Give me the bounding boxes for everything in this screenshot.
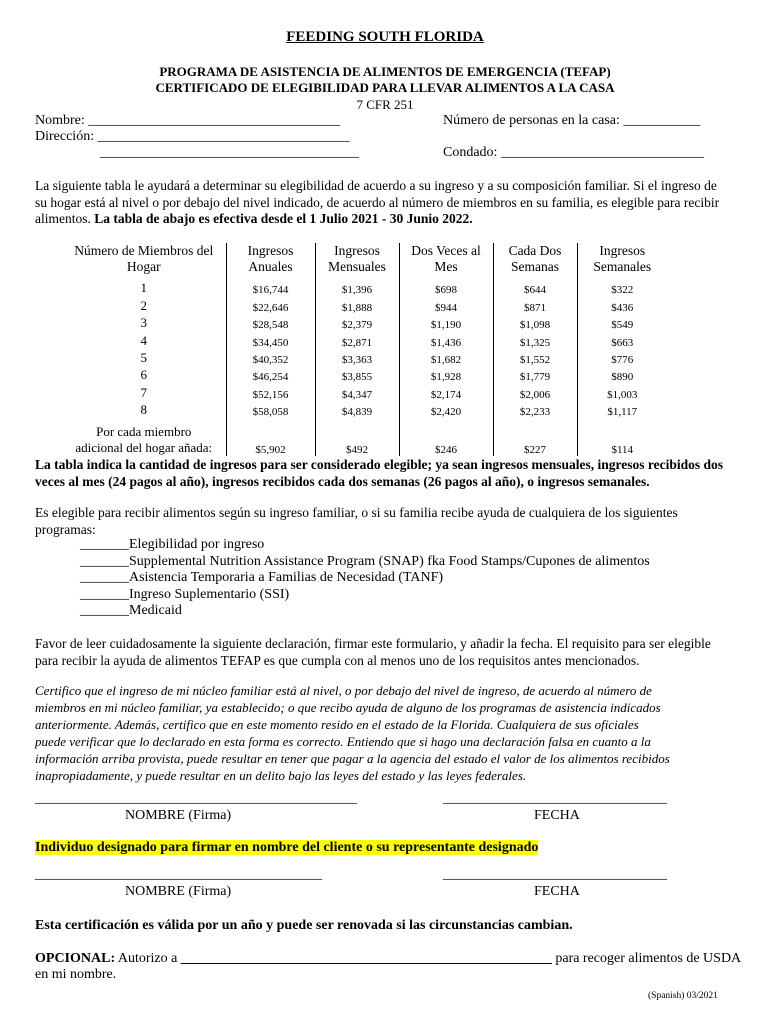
direccion-field[interactable]: Dirección: ____________________________________	[35, 129, 350, 144]
cell-biweekly: $1,552	[493, 349, 577, 366]
option-ssi[interactable]: _______Ingreso Suplementario (SSI)	[80, 586, 290, 602]
authorized-person-blank[interactable]: _____________________________________________________	[180, 951, 552, 966]
header-members: Número de Miembros del Hogar	[62, 243, 226, 279]
cell-monthly: $1,396	[315, 279, 399, 296]
option-income[interactable]: _______Elegibilidad por ingreso	[80, 537, 265, 552]
option-tanf[interactable]: _______Asistencia Temporaria a Familias de Necesidad (TANF)	[80, 570, 444, 585]
cell-monthly: $3,363	[315, 349, 399, 366]
cell-annual: $34,450	[226, 331, 315, 348]
cell-twice-monthly: $1,190	[399, 314, 493, 331]
cell-biweekly: $2,233	[493, 401, 577, 418]
certificate-title: CERTIFICADO DE ELEGIBILIDAD PARA LLEVAR ALIMENTOS A LA CASA	[155, 80, 615, 95]
header-monthly: Ingresos Mensuales	[315, 243, 399, 279]
cell-monthly: $3,855	[315, 366, 399, 383]
cell-biweekly: $1,098	[493, 314, 577, 331]
table-row	[62, 366, 667, 383]
cell-annual: $16,744	[226, 279, 315, 296]
optional-authorization	[35, 951, 741, 967]
table-row	[62, 349, 667, 366]
cell-twice-monthly: $1,928	[399, 366, 493, 383]
cell-biweekly: $871	[493, 296, 577, 313]
cell-additional-twice-monthly: $246	[399, 418, 493, 456]
cell-members: 2	[62, 296, 226, 313]
optional-text-3: en mi nombre.	[35, 967, 117, 982]
cell-monthly: $4,839	[315, 401, 399, 418]
table-row	[62, 401, 667, 418]
cell-weekly: $890	[611, 371, 634, 384]
income-table	[62, 243, 667, 456]
date-label-2: FECHA	[534, 884, 580, 899]
cell-twice-monthly: $1,682	[399, 349, 493, 366]
cell-twice-monthly: $2,174	[399, 383, 493, 400]
cell-weekly: $549	[611, 319, 634, 332]
optional-text-2: para recoger alimentos de USDA	[551, 951, 742, 966]
table-row-additional	[62, 418, 667, 456]
cell-members: 6	[62, 366, 226, 383]
declaration-text: Certifico que el ingreso de mi núcleo familiar está al nivel, o por debajo del nivel de ingreso, de acuerdo al número de miembros en mi núcleo familiar, ya establecido; o que recibo ayuda de alguno de los programas de asistencia indicados anteriormente. Además, certifico que en este momento resido en el estado de la Florida. Cualquiera de sus oficiales puede verificar que lo declarado en esta forma es correcto. Entiendo que si hago una declaración falsa en cuanto a la información arriba provista, puede resultar en tener que pagar a la agencia del estado el valor de los alimentos recibidos inapropiadamente, y puede resultar en un delito bajo las leyes del estado y las leyes federales.	[35, 683, 670, 783]
direccion-line-2[interactable]: _____________________________________	[100, 145, 359, 160]
condado-field[interactable]: Condado: _____________________________	[443, 145, 704, 160]
cell-biweekly: $2,006	[493, 383, 577, 400]
org-title: FEEDING SOUTH FLORIDA	[286, 29, 484, 45]
cell-weekly: $1,003	[607, 388, 638, 401]
table-row	[62, 314, 667, 331]
table-header-row	[62, 243, 667, 279]
cell-annual: $52,156	[226, 383, 315, 400]
cell-members: 8	[62, 401, 226, 418]
cell-annual: $22,646	[226, 296, 315, 313]
cell-twice-monthly: $698	[399, 279, 493, 296]
cell-monthly: $2,379	[315, 314, 399, 331]
signature-label-1: NOMBRE (Firma)	[125, 808, 232, 823]
signature-line-2[interactable]: _________________________________________	[35, 867, 322, 882]
date-line-2[interactable]: ________________________________	[443, 867, 667, 882]
header-weekly: Ingresos Semanales	[593, 243, 652, 274]
cell-additional-weekly: $114	[611, 444, 634, 457]
optional-label: OPCIONAL:	[35, 951, 116, 966]
intro-text: La siguiente tabla le ayudará a determinar su elegibilidad de acuerdo a su ingreso y a su composición familiar. Si el ingreso de su hogar está al nivel o por debajo del nivel indicado, de acuerdo al número de miembros en su familia, es elegible para recibir alimentos.	[35, 178, 720, 226]
cell-weekly: $1,117	[607, 406, 638, 419]
option-snap[interactable]: _______Supplemental Nutrition Assistance Program (SNAP) fka Food Stamps/Cupones de alimentos	[80, 553, 650, 569]
cell-members: 4	[62, 331, 226, 348]
cell-weekly: $663	[611, 336, 634, 349]
cell-members: 5	[62, 349, 226, 366]
household-size-field[interactable]: Número de personas en la casa: ___________	[443, 113, 701, 128]
cfr-reference: 7 CFR 251	[356, 97, 414, 112]
header-twice-monthly: Dos Veces al Mes	[399, 243, 493, 279]
program-title: PROGRAMA DE ASISTENCIA DE ALIMENTOS DE EMERGENCIA (TEFAP)	[159, 64, 611, 79]
cell-biweekly: $1,779	[493, 366, 577, 383]
table-row	[62, 279, 667, 296]
form-version: (Spanish) 03/2021	[648, 991, 718, 1001]
table-row	[62, 296, 667, 313]
cell-members: 1	[62, 279, 226, 296]
validity-note: Esta certificación es válida por un año y puede ser renovada si las circunstancias cambian.	[35, 918, 573, 933]
header-biweekly: Cada Dos Semanas	[493, 243, 577, 279]
cell-biweekly: $1,325	[493, 331, 577, 348]
cell-annual: $58,058	[226, 401, 315, 418]
table-note: La tabla indica la cantidad de ingresos para ser considerado elegible; ya sean ingresos mensuales, ingresos recibidos dos veces al mes (24 pagos al año), ingresos recibidos cada dos semanas (26 pagos al año), o ingresos semanales.	[35, 457, 724, 489]
cell-additional-biweekly: $227	[493, 418, 577, 456]
cell-weekly: $322	[611, 284, 634, 297]
additional-member-label: Por cada miembro adicional del hogar añada:	[62, 418, 226, 456]
effective-dates: La tabla de abajo es efectiva desde el 1 Julio 2021 - 30 Junio 2022.	[94, 211, 473, 226]
cell-twice-monthly: $2,420	[399, 401, 493, 418]
option-medicaid[interactable]: _______Medicaid	[80, 603, 182, 618]
cell-weekly: $776	[611, 353, 634, 366]
cell-monthly: $4,347	[315, 383, 399, 400]
table-row	[62, 331, 667, 348]
intro-paragraph	[35, 178, 725, 228]
cell-weekly: $436	[611, 301, 634, 314]
program-options-list	[80, 537, 650, 620]
declaration-intro: Favor de leer cuidadosamente la siguiente declaración, firmar este formulario, y añadir la fecha. El requisito para ser elegible para recibir la ayuda de alimentos TEFAP es que cumpla con al menos uno de los requisitos antes mencionados.	[35, 636, 711, 668]
eligibility-intro: Es elegible para recibir alimentos según su ingreso familiar, o si su familia recibe ayuda de cualquiera de los siguientes programas:	[35, 505, 678, 537]
cell-additional-monthly: $492	[315, 418, 399, 456]
cell-members: 3	[62, 314, 226, 331]
cell-biweekly: $644	[493, 279, 577, 296]
date-label-1: FECHA	[534, 808, 580, 823]
cell-annual: $46,254	[226, 366, 315, 383]
signature-label-2: NOMBRE (Firma)	[125, 884, 232, 899]
cell-members: 7	[62, 383, 226, 400]
optional-text-1: Autorizo a	[117, 951, 181, 966]
nombre-field[interactable]: Nombre: ____________________________________	[35, 113, 341, 128]
cell-twice-monthly: $944	[399, 296, 493, 313]
table-row	[62, 383, 667, 400]
cell-monthly: $1,888	[315, 296, 399, 313]
designated-highlight: Individuo designado para firmar en nombre del cliente o su representante designado	[35, 840, 539, 855]
date-line-1[interactable]: ________________________________	[443, 791, 667, 806]
cell-twice-monthly: $1,436	[399, 331, 493, 348]
designated-representative	[35, 840, 538, 856]
cell-annual: $40,352	[226, 349, 315, 366]
cell-annual: $28,548	[226, 314, 315, 331]
cell-monthly: $2,871	[315, 331, 399, 348]
header-annual: Ingresos Anuales	[226, 243, 315, 279]
signature-line-1[interactable]: ______________________________________________	[35, 791, 357, 806]
cell-additional-annual: $5,902	[226, 418, 315, 456]
